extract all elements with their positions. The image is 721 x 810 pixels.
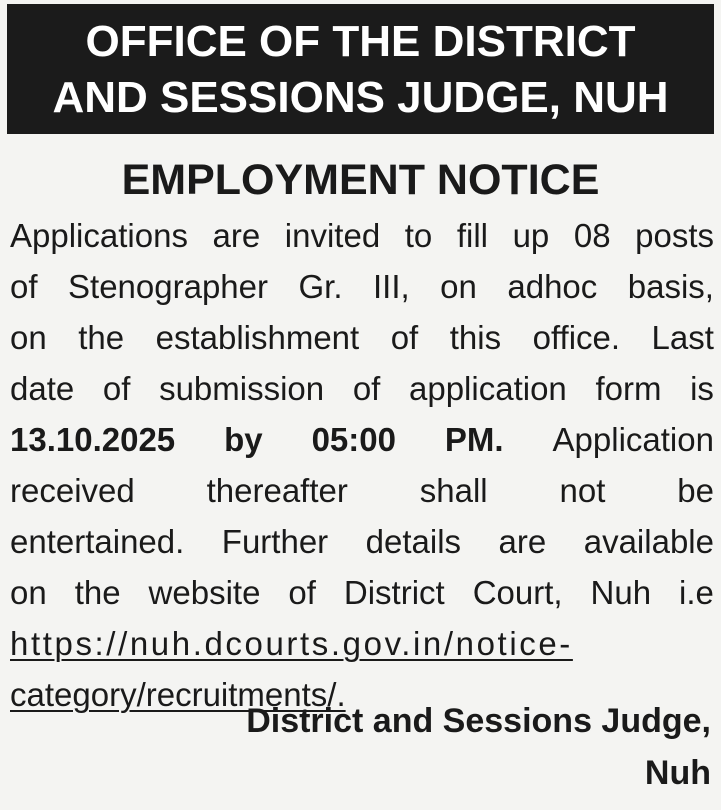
word: invited <box>284 217 381 254</box>
word: Nuh <box>590 574 652 611</box>
word: of <box>390 319 419 356</box>
word: of <box>288 574 316 611</box>
word: on <box>440 268 477 305</box>
body-line-3 <box>10 312 714 363</box>
word: adhoc <box>507 268 598 305</box>
word: District <box>343 574 445 611</box>
word: form <box>595 370 662 407</box>
word: i.e <box>679 574 714 611</box>
word: the <box>74 574 121 611</box>
signature-line-1: District and Sessions Judge, <box>246 702 711 740</box>
word: establishment <box>155 319 360 356</box>
recruitment-url-part-1[interactable]: https://nuh.dcourts.gov.in/notice- <box>10 625 573 662</box>
word: is <box>690 370 714 407</box>
body-line-5-deadline <box>10 414 714 465</box>
word: Applications <box>10 217 188 254</box>
body-line-8 <box>10 567 714 618</box>
word: 08 <box>573 217 611 254</box>
word: entertained. <box>10 523 185 560</box>
word: be <box>677 472 714 509</box>
word: up <box>512 217 550 254</box>
body-line-1 <box>10 210 714 261</box>
word: III, <box>372 268 410 305</box>
word: fill <box>456 217 488 254</box>
recruitment-url-part-2[interactable]: category/recruitments/. <box>10 676 346 713</box>
word: on <box>10 319 47 356</box>
header-line-2: AND SESSIONS JUDGE, NUH <box>52 73 669 122</box>
body-line-4 <box>10 363 714 414</box>
word: are <box>212 217 261 254</box>
office-header-banner <box>7 4 714 134</box>
word: of <box>352 370 381 407</box>
word: shall <box>419 472 488 509</box>
notice-title: EMPLOYMENT NOTICE <box>121 156 600 204</box>
word: the <box>78 319 125 356</box>
word: posts <box>635 217 714 254</box>
body-line-9-url <box>10 618 714 669</box>
word: submission <box>159 370 325 407</box>
word: Gr. <box>298 268 343 305</box>
signature-block <box>246 695 711 799</box>
word: of <box>10 268 38 305</box>
header-line-1: OFFICE OF THE DISTRICT <box>85 17 636 66</box>
word: available <box>583 523 714 560</box>
word: Application <box>552 421 714 458</box>
word: office. <box>532 319 621 356</box>
word: are <box>498 523 547 560</box>
deadline-meridiem: PM. <box>444 421 504 458</box>
body-line-6 <box>10 465 714 516</box>
word: received <box>10 472 135 509</box>
word: to <box>404 217 433 254</box>
word: thereafter <box>206 472 348 509</box>
word: on <box>10 574 47 611</box>
word: Last <box>651 319 714 356</box>
deadline-date: 13.10.2025 <box>10 421 176 458</box>
word: details <box>365 523 462 560</box>
word: of <box>102 370 131 407</box>
deadline-word: by <box>224 421 263 458</box>
word: this <box>449 319 502 356</box>
body-line-2 <box>10 261 714 312</box>
deadline-time: 05:00 <box>311 421 396 458</box>
word: website <box>148 574 261 611</box>
word: date <box>10 370 75 407</box>
word: not <box>559 472 606 509</box>
word: Further <box>221 523 329 560</box>
body-line-7 <box>10 516 714 567</box>
signature-line-2: Nuh <box>644 754 711 792</box>
word: Court, <box>472 574 563 611</box>
word: basis, <box>627 268 714 305</box>
word: Stenographer <box>68 268 268 305</box>
word: application <box>409 370 567 407</box>
notice-body <box>10 210 714 720</box>
